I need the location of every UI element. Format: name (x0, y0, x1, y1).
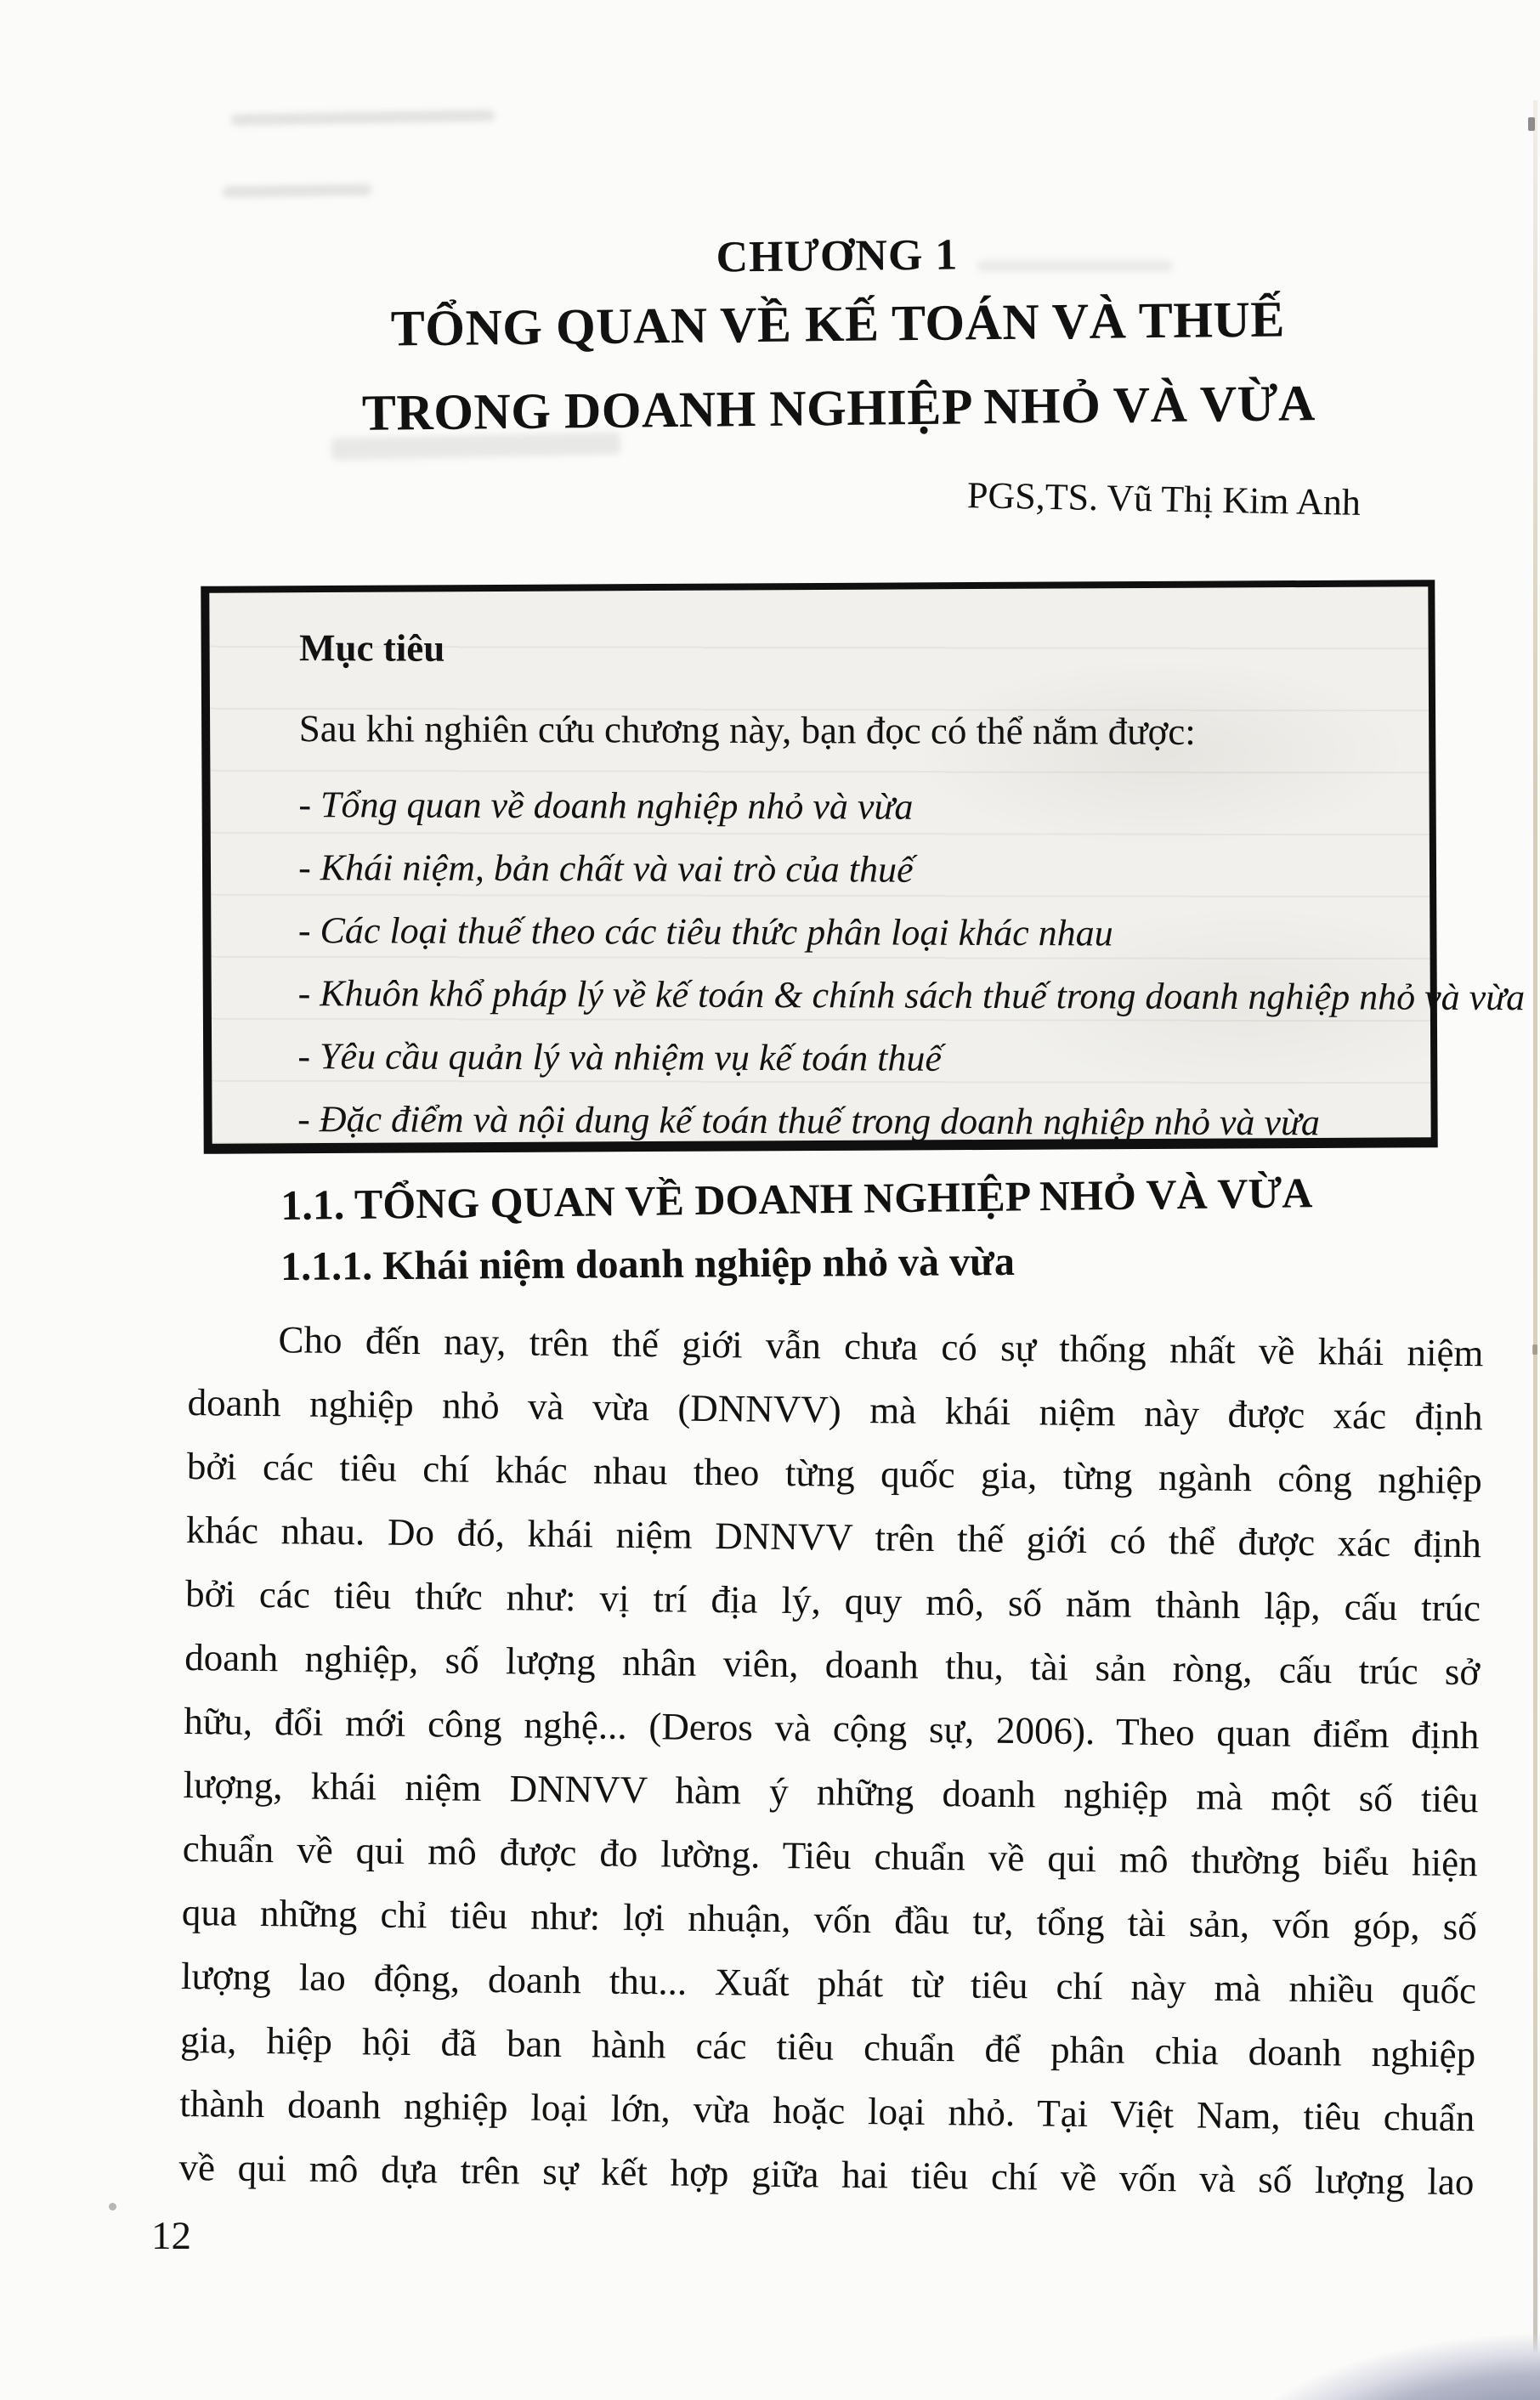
chapter-title-line1: TỔNG QUAN VỀ KẾ TOÁN VÀ THUẾ (390, 291, 1286, 357)
objectives-title: Mục tiêu (298, 626, 445, 670)
page-corner-shadow (1141, 2285, 1540, 2400)
chapter-label: CHƯƠNG 1 (716, 230, 959, 282)
objectives-box-content (207, 593, 1526, 1155)
objectives-intro: Sau khi nghiên cứu chương này, bạn đọc có thể nắm được: (298, 707, 1196, 753)
paragraph-line: bởi các tiêu chí khác nhau theo từng quốc gia, từng ngành công nghiệp (186, 1444, 1483, 1503)
page-edge-line (1533, 100, 1537, 2400)
bleedthrough-smudge (223, 184, 371, 197)
section-heading-1-1: 1.1. TỔNG QUAN VỀ DOANH NGHIỆP NHỎ VÀ VỪA (280, 1169, 1313, 1229)
ink-speck (109, 2203, 116, 2210)
page-number: 12 (151, 2214, 191, 2258)
objective-item: - Yêu cầu quản lý và nhiệm vụ kế toán thuế (297, 1035, 943, 1079)
paragraph-line: lượng, khái niệm DNNVV hàm ý những doanh nghiệp mà một số tiêu (183, 1763, 1479, 1821)
paragraph-line: doanh nghiệp nhỏ và vừa (DNNVV) mà khái niệm này được xác định (187, 1380, 1483, 1439)
objective-item: - Khuôn khổ pháp lý về kế toán & chính sách thuế trong doanh nghiệp nhỏ và vừa (297, 972, 1526, 1019)
paragraph-line: Cho đến nay, trên thế giới vẫn chưa có sự thống nhất về khái niệm (278, 1318, 1484, 1375)
section-heading-1-1-1: 1.1.1. Khái niệm doanh nghiệp nhỏ và vừa (280, 1238, 1016, 1289)
chapter-heading (123, 224, 1540, 458)
paragraph-line: lượng lao động, doanh thu... Xuất phát từ tiêu chí này mà nhiều quốc (180, 1954, 1477, 2012)
objectives-box (201, 580, 1526, 1154)
paragraph-line: hữu, đổi mới công nghệ... (Deros và cộng sự, 2006). Theo quan điểm định (184, 1699, 1480, 1758)
objective-item: - Các loại thuế theo các tiêu thức phân loại khác nhau (297, 909, 1113, 954)
paragraph-line: về qui mô dựa trên sự kết hợp giữa hai tiêu chí về vốn và số lượng lao (178, 2145, 1475, 2204)
paragraph-line: khác nhau. Do đó, khái niệm DNNVV trên thế giới có thể được xác định (185, 1508, 1482, 1566)
paragraph-line: gia, hiệp hội đã ban hành các tiêu chuẩn để phân chia doanh nghiệp (179, 2018, 1476, 2076)
author-byline: PGS,TS. Vũ Thị Kim Anh (966, 474, 1362, 524)
chapter-title-line2: TRONG DOANH NGHIỆP NHỎ VÀ VỪA (361, 375, 1316, 441)
paragraph-line: chuẩn về qui mô được đo lường. Tiêu chuẩn về qui mô thường biểu hiện (182, 1826, 1478, 1885)
bleedthrough-smudge (231, 110, 495, 125)
objective-item: - Tổng quan về doanh nghiệp nhỏ và vừa (298, 784, 914, 828)
paragraph-line: qua những chỉ tiêu như: lợi nhuận, vốn đầu tư, tổng tài sản, vốn góp, số (181, 1890, 1478, 1949)
paragraph-line: thành doanh nghiệp loại lớn, vừa hoặc loại nhỏ. Tại Việt Nam, tiêu chuẩn (179, 2081, 1475, 2140)
objective-item: - Khái niệm, bản chất và vai trò của thuế (298, 846, 914, 891)
paragraph-line: doanh nghiệp, số lượng nhân viên, doanh thu, tài sản ròng, cấu trúc sở (184, 1635, 1481, 1694)
body-paragraph (178, 1307, 1484, 2214)
paragraph-line: bởi các tiêu thức như: vị trí địa lý, quy mô, số năm thành lập, cấu trúc (184, 1571, 1481, 1630)
objective-item: - Đặc điểm và nội dung kế toán thuế trong doanh nghiệp nhỏ và vừa (297, 1098, 1321, 1144)
objectives-list (297, 773, 1526, 1155)
